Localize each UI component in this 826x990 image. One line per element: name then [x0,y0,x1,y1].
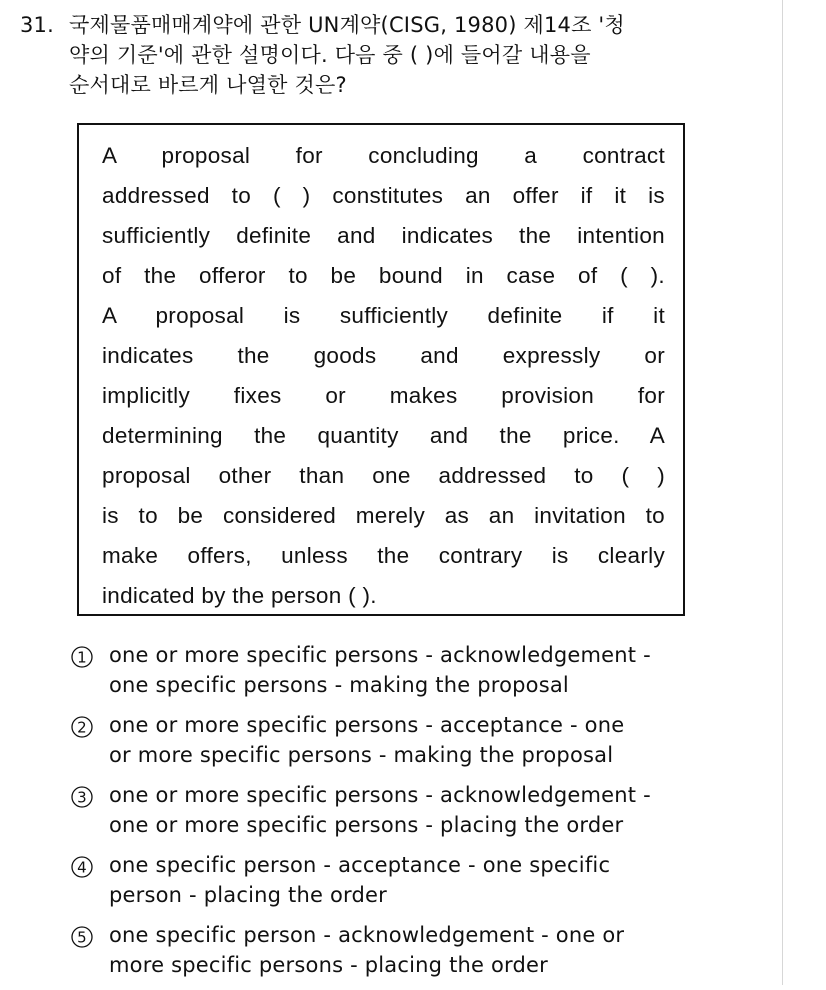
question-text-line: 순서대로 바르게 나열한 것은? [69,73,347,97]
svg-text:2: 2 [77,718,87,737]
option-text-line: more specific persons - placing the order [109,953,549,977]
cisg-article-14-passage [102,136,665,616]
passage-line: of the offeror to be bound in case of ( ). [102,263,665,288]
option-text-line: one or more specific persons - acknowledgement - [109,783,651,807]
svg-text:5: 5 [77,928,87,947]
answer-options [70,640,770,990]
passage-line: addressed to ( ) constitutes an offer if it is [102,183,665,208]
passage-line: indicates the goods and expressly or [102,343,665,368]
option-text-line: person - placing the order [109,883,387,907]
option-1[interactable] [70,640,770,710]
question-text-line: 약의 기준'에 관한 설명이다. 다음 중 ( )에 들어갈 내용을 [69,43,591,67]
option-text-line: one or more specific persons - acceptance - one [109,713,625,737]
passage-line: A proposal for concluding a contract [102,143,665,168]
page-margin-rule [782,0,783,985]
question-line-2 [20,40,765,70]
question-stem [20,10,765,100]
passage-line: make offers, unless the contrary is clearly [102,543,665,568]
circled-number-3-icon [70,784,96,810]
option-text-line: one or more specific persons - acknowledgement - [109,643,651,667]
svg-text:4: 4 [77,858,87,877]
option-text-line: one specific person - acknowledgement - one or [109,923,625,947]
option-text-line: one specific persons - making the proposal [109,673,569,697]
passage-line: determining the quantity and the price. A [102,423,665,448]
circled-number-4-icon [70,854,96,880]
svg-text:1: 1 [77,648,87,667]
option-2[interactable] [70,710,770,780]
option-4[interactable] [70,850,770,920]
passage-line: implicitly fixes or makes provision for [102,383,665,408]
question-text-line: 국제물품매매계약에 관한 UN계약(CISG, 1980) 제14조 '청 [69,13,625,37]
question-line-3 [20,70,765,100]
svg-text:3: 3 [77,788,87,807]
passage-line: indicated by the person ( ). [102,583,377,608]
question-line-1 [20,10,765,40]
circled-number-2-icon [70,714,96,740]
circled-number-1-icon [70,644,96,670]
passage-line: A proposal is sufficiently definite if it [102,303,665,328]
option-text-line: or more specific persons - making the proposal [109,743,614,767]
option-text-line: one specific person - acceptance - one specific [109,853,611,877]
option-3[interactable] [70,780,770,850]
option-text-line: one or more specific persons - placing the order [109,813,624,837]
passage-box [77,123,685,616]
passage-line: sufficiently definite and indicates the intention [102,223,665,248]
option-5[interactable] [70,920,770,990]
passage-line: proposal other than one addressed to ( ) [102,463,665,488]
question-number: 31. [20,13,54,37]
passage-line: is to be considered merely as an invitation to [102,503,665,528]
circled-number-5-icon [70,924,96,950]
